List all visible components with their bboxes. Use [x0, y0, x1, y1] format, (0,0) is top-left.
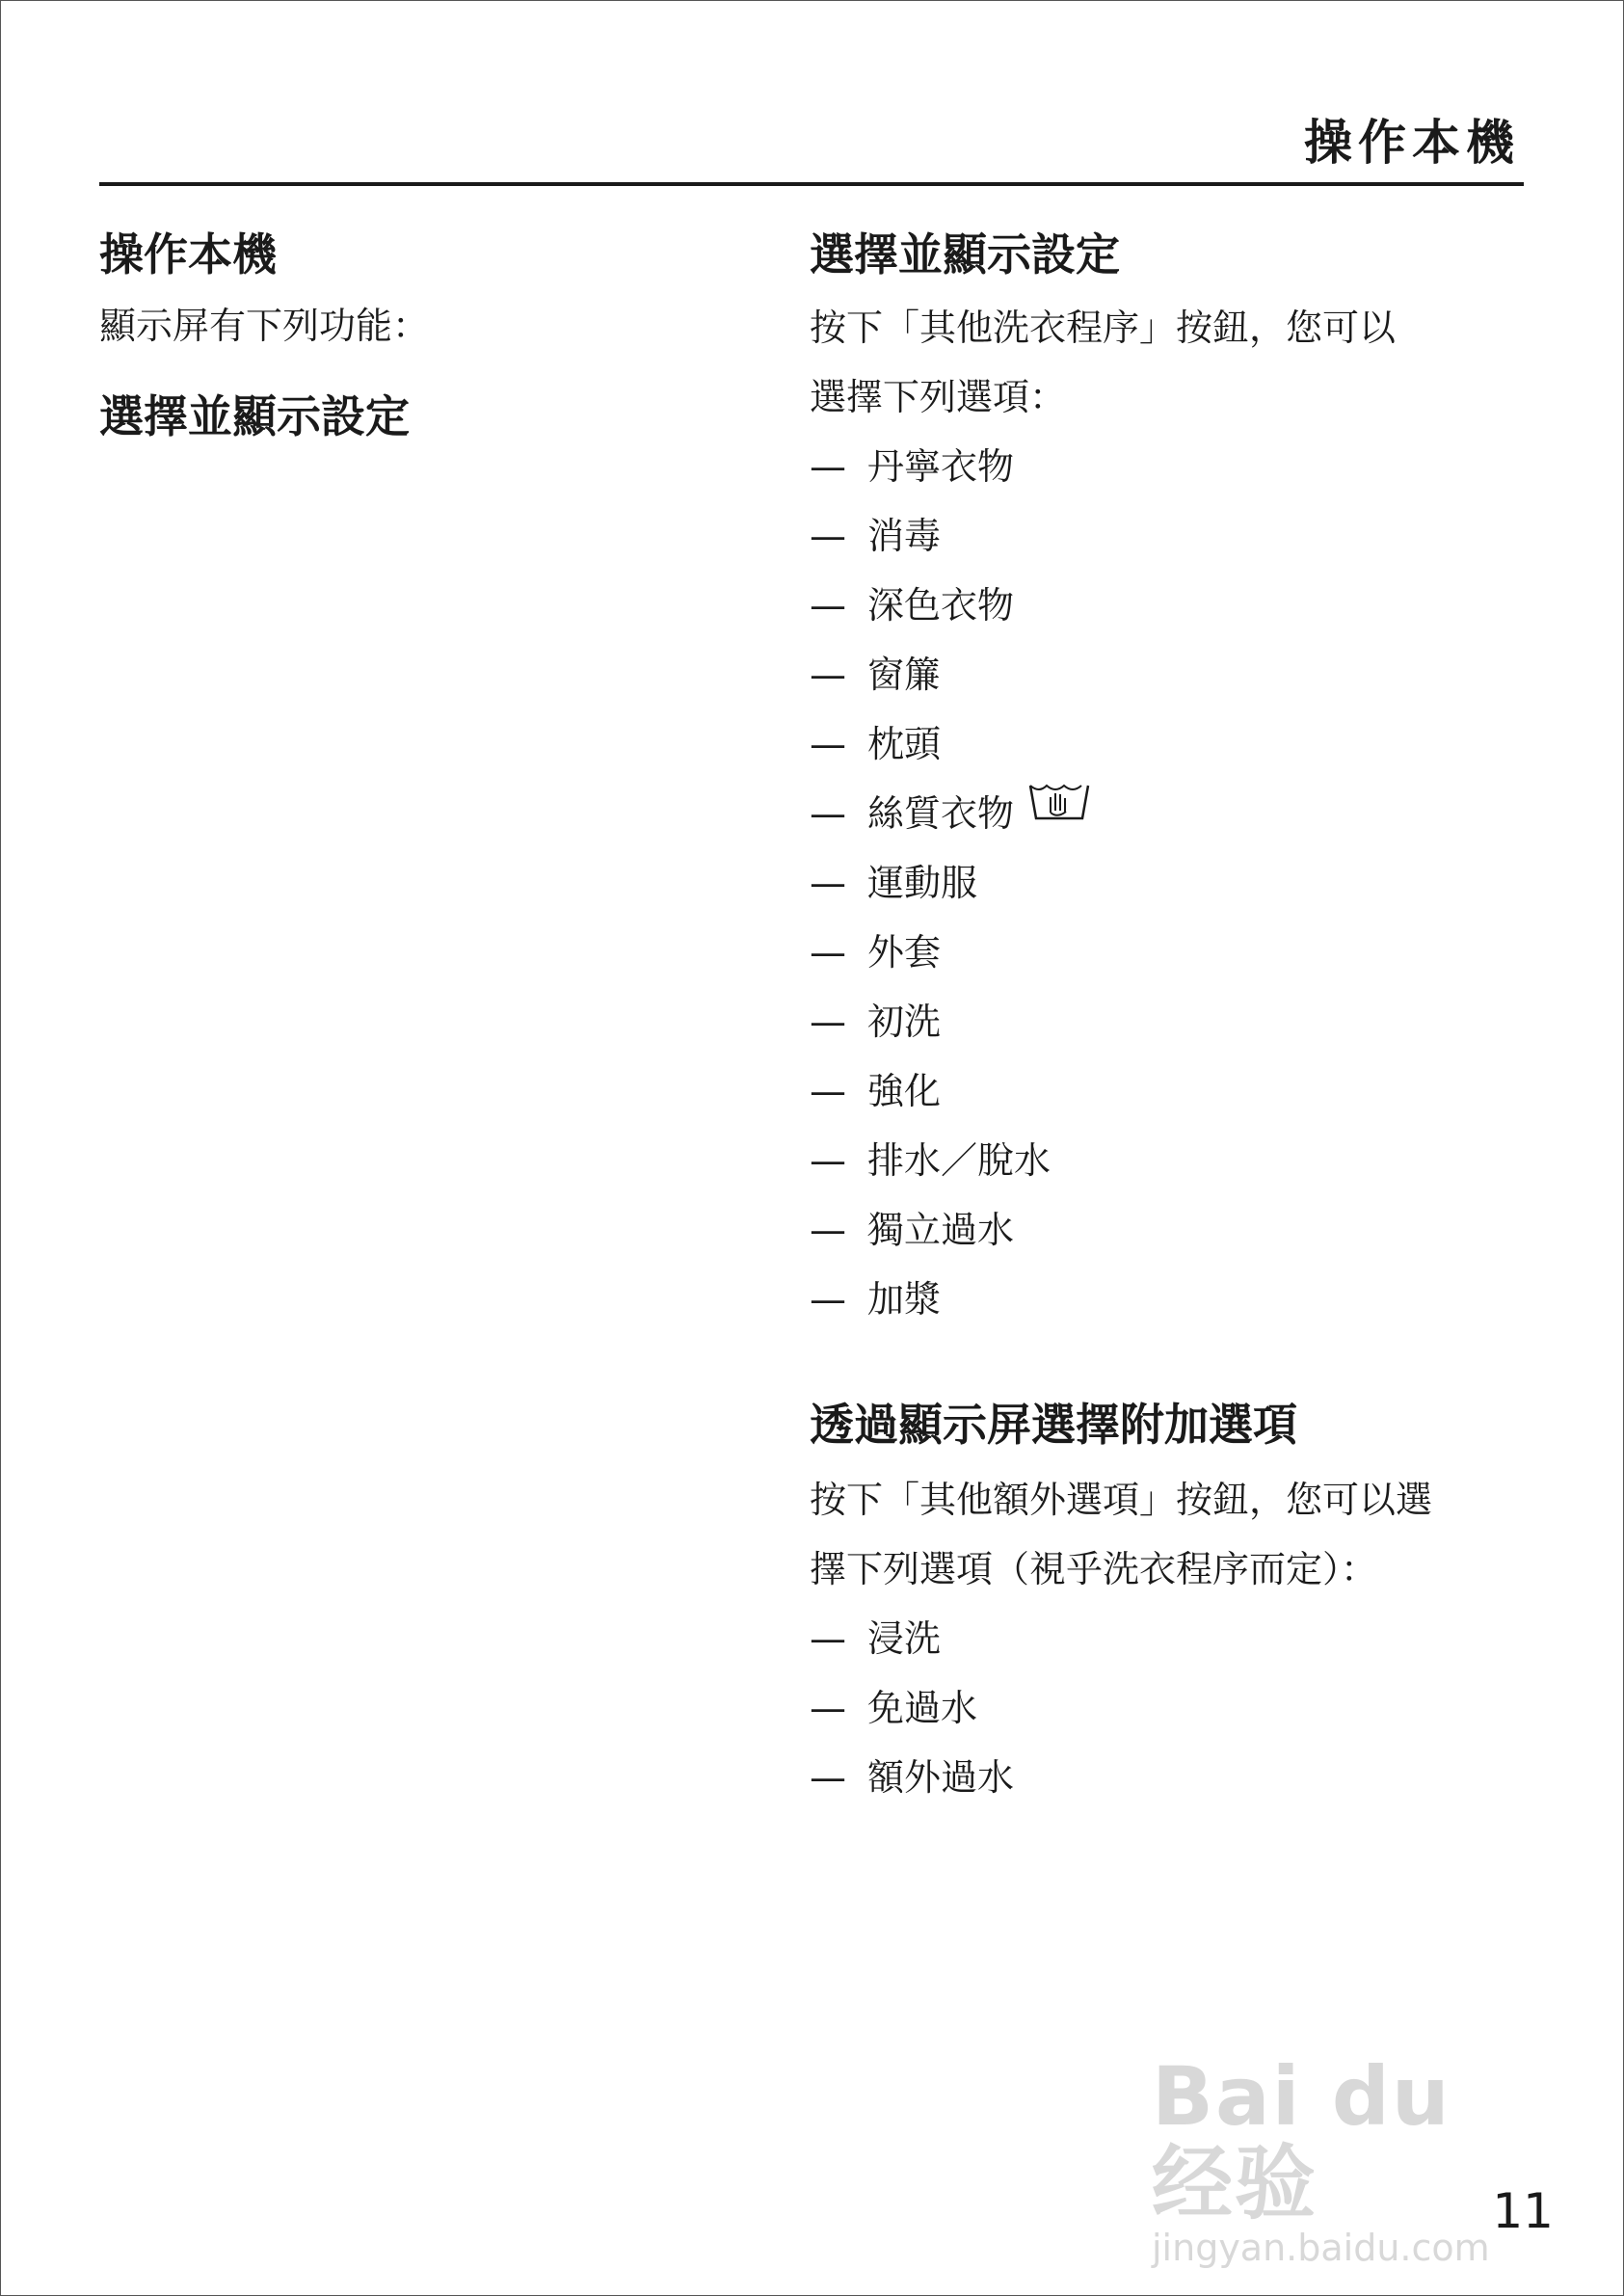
list-item: — 獨立過水 [810, 1195, 1542, 1265]
dash-marker: — [810, 445, 846, 488]
page-number: 11 [1492, 2183, 1554, 2239]
list-item: — 強化 [810, 1056, 1542, 1126]
extras-intro-line2: 擇下列選項（視乎洗衣程序而定）： [810, 1548, 1378, 1590]
dash-marker: — [810, 515, 846, 557]
programs-intro-line1: 按下「其他洗衣程序」按鈕，您可以 [810, 307, 1397, 349]
list-item: — 運動服 [810, 848, 1542, 918]
extras-intro-line1: 按下「其他額外選項」按鈕，您可以選 [810, 1479, 1433, 1521]
watermark-url: jingyan.baidu.com [1152, 2227, 1490, 2269]
list-item: — 窗簾 [810, 640, 1542, 709]
section-heading-operate: 操作本機 [99, 228, 277, 280]
section-heading-extra-options: 透過顯示屏選擇附加選項 [810, 1399, 1297, 1451]
header-rule [99, 182, 1524, 186]
display-intro-text: 顯示屏有下列功能： [99, 305, 430, 347]
dash-marker: — [810, 723, 846, 765]
programs-intro-line2: 選擇下列選項： [810, 376, 1067, 418]
list-item: — 深色衣物 [810, 571, 1542, 640]
dash-marker: — [810, 931, 846, 974]
watermark-logo: Bai du 经验 [1152, 2049, 1451, 2230]
dash-marker: — [810, 584, 846, 627]
list-item: — 消毒 [810, 501, 1542, 571]
extra-options-list [810, 1604, 1542, 1812]
section-heading-select-display: 選擇並顯示設定 [99, 390, 410, 442]
list-item: — 排水／脫水 [810, 1126, 1542, 1195]
dash-marker: — [810, 1756, 846, 1799]
hand-wash-icon [1027, 779, 1091, 848]
dash-marker: — [810, 1209, 846, 1251]
list-item: — 初洗 [810, 987, 1542, 1056]
left-column [99, 227, 716, 443]
dash-marker: — [810, 1617, 846, 1660]
program-list [810, 432, 1542, 1334]
list-item: — 浸洗 [810, 1604, 1542, 1673]
section-heading-select-display-right: 選擇並顯示設定 [810, 228, 1120, 280]
baidu-watermark [1152, 2049, 1537, 2269]
dash-marker: — [810, 792, 846, 835]
list-item: — 免過水 [810, 1673, 1542, 1743]
list-item: — 絲質衣物 [810, 779, 1542, 848]
list-item: — 枕頭 [810, 709, 1542, 779]
dash-marker: — [810, 1278, 846, 1321]
right-column [810, 227, 1542, 1812]
dash-marker: — [810, 1687, 846, 1729]
dash-marker: — [810, 1070, 846, 1112]
list-item: — 外套 [810, 918, 1542, 987]
list-item: — 加漿 [810, 1265, 1542, 1334]
list-item: — 額外過水 [810, 1743, 1542, 1812]
dash-marker: — [810, 654, 846, 696]
dash-marker: — [810, 862, 846, 904]
list-item: — 丹寧衣物 [810, 432, 1542, 501]
dash-marker: — [810, 1139, 846, 1182]
running-header: 操作本機 [1304, 115, 1520, 171]
dash-marker: — [810, 1001, 846, 1043]
